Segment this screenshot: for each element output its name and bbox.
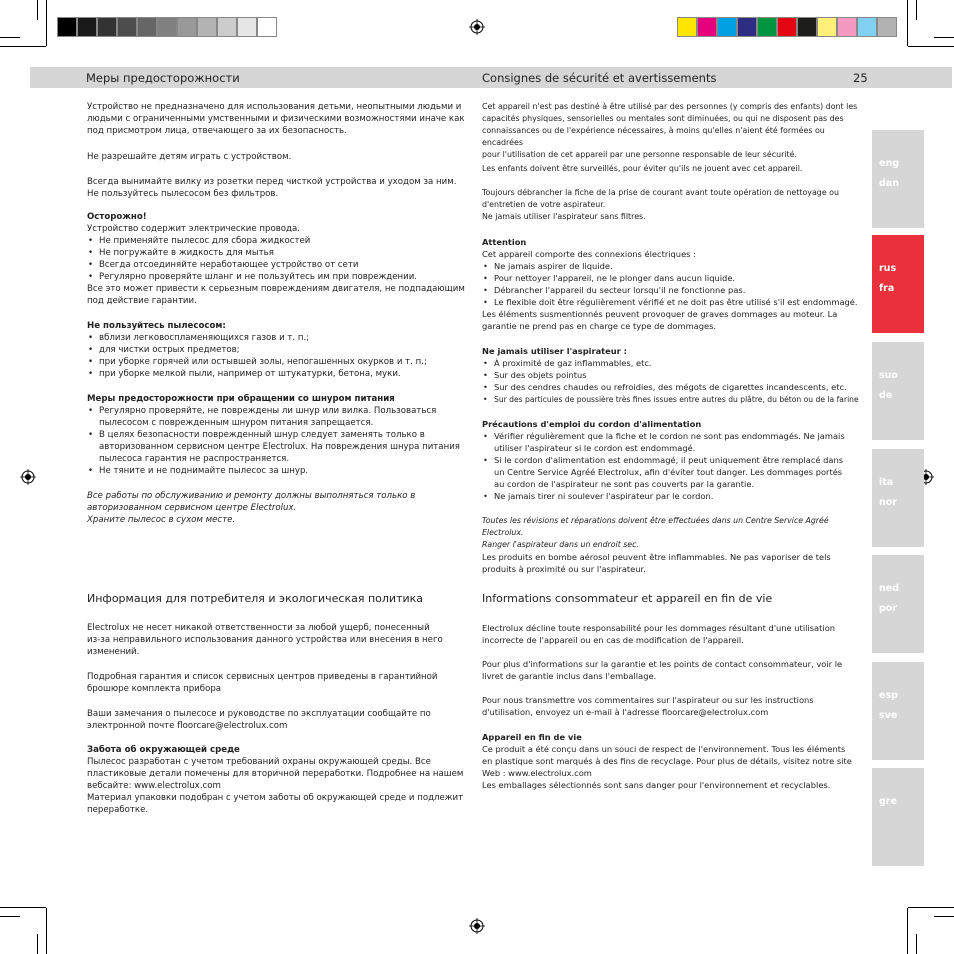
ru-service-note: [87, 490, 465, 526]
list-item: • Le flexible doit être régulièrement vérifié et ne doit pas être utilisé s'il est endommagé.: [482, 296, 867, 308]
color-swatch: [197, 17, 217, 37]
text-line: под присмотром лица, отвечающего за их безопасность.: [87, 126, 347, 136]
color-swatch: [137, 17, 157, 37]
fr-paragraph: [482, 622, 867, 646]
fr-eol-heading: Appareil en fin de vie: [482, 732, 582, 742]
language-tab-eng-dan[interactable]: [872, 130, 924, 228]
crop-mark: [934, 37, 954, 38]
list-item: • Pour nettoyer l'appareil, ne le plonger dans aucun liquide.: [482, 272, 867, 284]
language-tab-label: fra: [879, 283, 895, 294]
ru-paragraph: [87, 622, 465, 658]
fr-paragraph: [482, 187, 867, 223]
crop-mark: [0, 916, 20, 917]
language-tab-label: eng: [879, 158, 900, 169]
color-swatch: [777, 17, 797, 37]
fr-attention-heading: Attention: [482, 237, 527, 247]
text-line: Ваши замечания о пылесосе и руководстве по эксплуатации сообщайте по: [87, 709, 431, 719]
text-line: Не пользуйтесь пылесосом без фильтров.: [87, 189, 279, 199]
language-tab-label: ned: [879, 583, 900, 594]
ru-nouse-list: [87, 332, 465, 380]
list-item: • Регулярно проверяйте, не повреждены ли шнур или вилка. Пользоваться пылесосом с поврежденным шнуром питания запрещается.: [87, 405, 465, 429]
ru-paragraph: [87, 101, 465, 137]
crop-mark: [934, 916, 954, 917]
text-line: Устройство не предназначено для использования детьми, неопытными людьми и: [87, 102, 462, 112]
fr-paragraph: [482, 551, 867, 575]
color-swatch: [837, 17, 857, 37]
registration-mark-icon: [20, 469, 36, 485]
crop-mark: [0, 907, 46, 908]
fr-attention-list: [482, 260, 867, 308]
fr-consumer-heading: Informations consommateur et appareil en fin de vie: [482, 592, 773, 605]
crop-mark: [908, 46, 954, 47]
list-item: • Не применяйте пылесос для сбора жидкостей: [87, 235, 465, 247]
ru-caution-heading: Осторожно!: [87, 212, 147, 222]
list-item: • À proximité de gaz inflammables, etc.: [482, 357, 867, 369]
text-line: incorrecte de l'appareil ou en cas de modification de l'appareil.: [482, 635, 744, 645]
text-line: Храните пылесос в сухом месте.: [87, 515, 236, 525]
color-swatch: [177, 17, 197, 37]
color-swatch: [717, 17, 737, 37]
language-tab-ita-nor[interactable]: [872, 449, 924, 547]
language-tab-rus-fra[interactable]: [872, 235, 924, 333]
color-swatch: [817, 17, 837, 37]
text-line: connaissances ou de l'expérience nécessaires, à moins qu'elles n'aient été formées ou encadrées: [482, 126, 825, 147]
list-item: • Sur des objets pointus: [482, 369, 867, 381]
text-line: Les éléments susmentionnés peuvent provoquer de graves dommages au moteur. La: [482, 309, 838, 319]
list-item: • Sur des cendres chaudes ou refroidies, des mégots de cigarettes incandescents, etc.: [482, 381, 867, 393]
color-swatch: [57, 17, 77, 37]
crop-mark: [907, 0, 908, 46]
list-item: • Vérifier régulièrement que la fiche et le cordon ne sont pas endommagés. Ne jamais utiliser l'aspirateur si le cordon est endommagé.: [482, 430, 867, 454]
color-swatch: [97, 17, 117, 37]
text-line: электронной почте floorcare@electrolux.com: [87, 721, 288, 731]
color-swatch: [797, 17, 817, 37]
list-item: • для чистки острых предметов;: [87, 344, 465, 356]
text-line: livret de garantie inclus dans l'emballage.: [482, 671, 657, 681]
crop-mark: [916, 934, 917, 954]
language-tab-label: nor: [879, 497, 897, 508]
list-item: • Sur des particules de poussière très fines issues entre autres du plâtre, du béton ou de la farine: [482, 394, 867, 406]
color-swatch: [237, 17, 257, 37]
color-swatch: [217, 17, 237, 37]
color-swatch: [677, 17, 697, 37]
fr-nouse-list-small: [482, 394, 867, 406]
fr-eol-text: [482, 743, 867, 791]
list-item: • В целях безопасности поврежденный шнур следует заменять только в авторизованном сервисном центре Electrolux. На повреждения шнура питания пылесоса гарантия не распространяется.: [87, 429, 465, 465]
language-tab-label: de: [879, 390, 893, 401]
text-line: пластиковые детали помечены для вторичной переработки. Подробнее на нашем: [87, 769, 464, 779]
color-swatch: [857, 17, 877, 37]
text-line: Ce produit a été conçu dans un souci de respect de l'environnement. Tous les éléments: [482, 744, 846, 754]
text-line: Ranger l'aspirateur dans un endroit sec.: [482, 540, 639, 549]
color-swatch: [77, 17, 97, 37]
crop-mark: [0, 37, 20, 38]
page-number: 25: [853, 71, 868, 85]
list-item: • при уборке горячей или остывшей золы, непогашенных окурков и т. п.;: [87, 356, 465, 368]
list-item: • Si le cordon d'alimentation est endommagé, il peut uniquement être remplacé dans un Centre Service Agréé Electrolux, afin d'éviter tout danger. Les dommages portés au cordon de l'aspirateur ne sont pas couverts par la garantie.: [482, 454, 867, 490]
language-tab-esp-sve[interactable]: [872, 662, 924, 760]
ru-caution-list: [87, 235, 465, 283]
registration-mark-icon: [469, 918, 485, 934]
language-tab-label: sve: [879, 710, 898, 721]
text-line: Cet appareil n'est pas destiné à être utilisé par des personnes (y compris des enfants) dont les: [482, 102, 858, 111]
list-item: • Не тяните и не поднимайте пылесос за шнур.: [87, 465, 465, 477]
text-line: Electrolux не несет никакой ответственности за любой ущерб, понесенный: [87, 623, 430, 633]
fr-service-note: [482, 515, 867, 551]
color-swatch: [157, 17, 177, 37]
ru-paragraph: Не разрешайте детям играть с устройством.: [87, 152, 292, 162]
header-band: [30, 67, 952, 88]
text-line: Toutes les révisions et réparations doivent être effectuées dans un Centre Service Agréé Electrolux.: [482, 516, 829, 537]
text-line: людьми с ограниченными умственными и физическими возможностями иначе как: [87, 114, 465, 124]
registration-mark-icon: [469, 19, 485, 35]
text-line: Всегда вынимайте вилку из розетки перед чисткой устройства и уходом за ним.: [87, 177, 457, 187]
fr-paragraph: [482, 308, 867, 332]
text-line: Все это может привести к серьезным повреждениям двигателя, не подпадающим: [87, 284, 465, 294]
color-swatch: [257, 17, 277, 37]
list-item: • Ne jamais aspirer de liquide.: [482, 260, 867, 272]
list-item: • Всегда отсоединяйте неработающее устройство от сети: [87, 259, 465, 271]
text-line: Все работы по обслуживанию и ремонту должны выполняться только в: [87, 491, 416, 501]
text-line: Pour plus d'informations sur la garantie et les points de contact consommateur, voir le: [482, 659, 843, 669]
text-line: авторизованном сервисном центре Electrolux.: [87, 503, 297, 513]
text-line: en plastique sont marqués à des fins de recyclage. Pour plus de détails, visitez notre site: [482, 756, 852, 766]
ru-paragraph: [87, 671, 465, 695]
crop-mark: [907, 908, 908, 954]
text-line: из-за неправильного использования данного устройства или внесения в него: [87, 635, 443, 645]
language-tab-ned-por[interactable]: [872, 555, 924, 653]
language-tab-label: dan: [879, 178, 899, 189]
language-tab-label: suo: [879, 370, 898, 381]
column-french: [482, 101, 867, 581]
ru-cord-heading: Меры предосторожности при обращении со шнуром питания: [87, 394, 395, 404]
text-line: pour l'utilisation de cet appareil par une personne responsable de leur sécurité.: [482, 150, 797, 159]
crop-mark: [908, 907, 954, 908]
crop-mark: [37, 0, 38, 20]
ru-paragraph: [87, 283, 465, 307]
list-item: • при уборке мелкой пыли, например от штукатурки, бетона, муки.: [87, 368, 465, 380]
fr-nouse-list: [482, 357, 867, 393]
text-line: Les produits en bombe aérosol peuvent être inflammables. Ne pas vaporiser de tels: [482, 552, 831, 562]
text-line: Ne jamais utiliser l'aspirateur sans filtres.: [482, 212, 646, 221]
text-line: Les emballages sélectionnés sont sans danger pour l'environnement et recyclables.: [482, 780, 831, 790]
ru-consumer-heading: Информация для потребителя и экологическая политика: [87, 592, 424, 605]
language-tab-label: ita: [879, 477, 894, 488]
column-french-consumer: [482, 622, 867, 802]
text-line: вебсайте: www.electrolux.com: [87, 781, 221, 791]
ru-env-heading: Забота об окружающей среде: [87, 745, 240, 755]
list-item: • Не погружайте в жидкость для мытья: [87, 247, 465, 259]
ru-env-text: [87, 756, 465, 816]
text-line: изменений.: [87, 647, 140, 657]
ru-caution-intro: Устройство содержит электрические провода.: [87, 224, 300, 234]
text-line: Electrolux décline toute responsabilité pour les dommages résultant d'une utilisation: [482, 623, 836, 633]
text-line: Материал упаковки подобран с учетом заботы об окружающей среде и подлежит: [87, 793, 464, 803]
color-swatch: [697, 17, 717, 37]
list-item: • Регулярно проверяйте шланг и не пользуйтесь им при повреждении.: [87, 271, 465, 283]
color-swatch: [877, 17, 897, 37]
text-line: capacités physiques, sensorielles ou mentales sont diminuées, ou qui ne disposent pas des: [482, 114, 844, 123]
fr-paragraph: Les enfants doivent être surveillés, pour éviter qu'ils ne jouent avec cet appareil.: [482, 164, 803, 173]
color-swatch: [757, 17, 777, 37]
text-line: под действие гарантии.: [87, 296, 197, 306]
language-tab-label: esp: [879, 690, 898, 701]
fr-paragraph: [482, 694, 867, 718]
text-line: produits à proximité ou sur l'aspirateur.: [482, 564, 646, 574]
header-title-ru: Меры предосторожности: [86, 71, 240, 85]
text-line: garantie ne prend pas en charge ce type de dommages.: [482, 321, 717, 331]
column-russian-consumer: [87, 622, 465, 822]
language-tab-label: rus: [879, 263, 897, 274]
crop-mark: [46, 0, 47, 46]
crop-mark: [37, 934, 38, 954]
language-tab-label: gre: [879, 796, 897, 807]
ru-cord-list: [87, 405, 465, 477]
fr-nouse-heading: Ne jamais utiliser l'aspirateur :: [482, 346, 627, 356]
language-tab-label: por: [879, 603, 898, 614]
list-item: • Ne jamais tirer ni soulever l'aspirateur par le cordon.: [482, 490, 867, 502]
ru-paragraph: [87, 176, 465, 200]
language-tab-gre[interactable]: [872, 768, 924, 866]
header-title-fr: Consignes de sécurité et avertissements: [482, 71, 717, 85]
ru-paragraph: [87, 708, 465, 732]
language-tab-suo-de[interactable]: [872, 342, 924, 440]
list-item: • Débrancher l'appareil du secteur lorsqu'il ne fonctionne pas.: [482, 284, 867, 296]
fr-paragraph: [482, 658, 867, 682]
crop-mark: [916, 0, 917, 20]
color-swatch: [737, 17, 757, 37]
text-line: переработке.: [87, 805, 149, 815]
text-line: Пылесос разработан с учетом требований охраны окружающей среды. Все: [87, 757, 431, 767]
fr-paragraph: [482, 101, 867, 161]
text-line: Web : www.electrolux.com: [482, 768, 592, 778]
fr-cord-list: [482, 430, 867, 502]
text-line: Подробная гарантия и список сервисных центров приведены в гарантийной: [87, 672, 438, 682]
list-item: • вблизи легковоспламеняющихся газов и т. п.;: [87, 332, 465, 344]
text-line: брошюре комплекта прибора: [87, 684, 222, 694]
crop-mark: [46, 908, 47, 954]
text-line: Toujours débrancher la fiche de la prise de courant avant toute opération de nettoyage ou: [482, 188, 840, 197]
text-line: d'entretien de votre aspirateur.: [482, 200, 606, 209]
text-line: d'utilisation, envoyez un e-mail à l'adresse floorcare@electrolux.com: [482, 707, 769, 717]
color-swatch: [117, 17, 137, 37]
fr-attention-intro: Cet appareil comporte des connexions électriques :: [482, 249, 696, 259]
text-line: Pour nous transmettre vos commentaires sur l'aspirateur ou sur les instructions: [482, 695, 814, 705]
fr-cord-heading: Précautions d'emploi du cordon d'alimentation: [482, 419, 702, 429]
ru-nouse-heading: Не пользуйтесь пылесосом:: [87, 321, 226, 331]
crop-mark: [0, 46, 46, 47]
